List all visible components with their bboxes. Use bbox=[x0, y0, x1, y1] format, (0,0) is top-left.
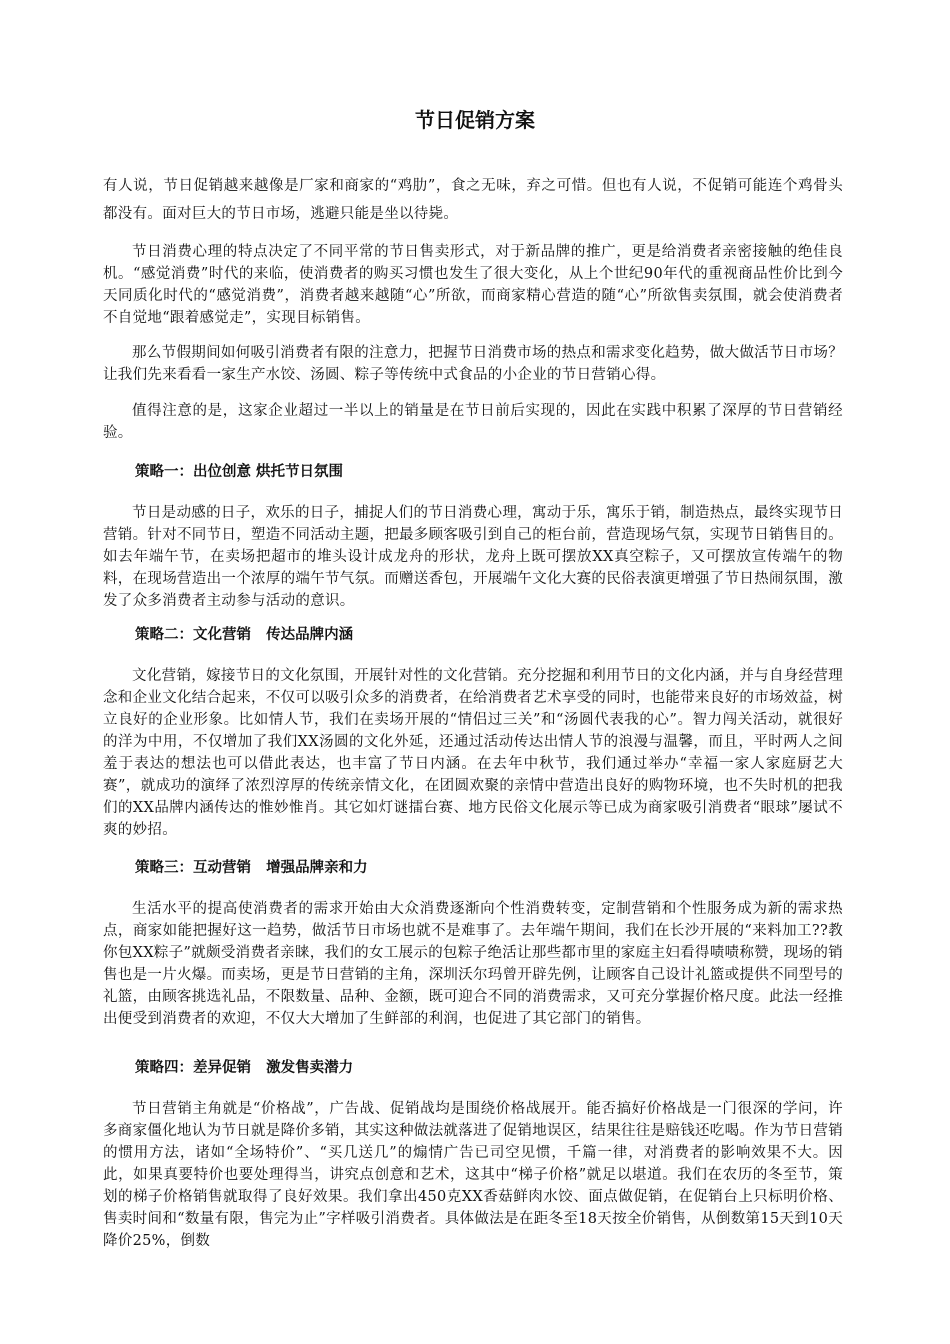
section-heading-strategy-2: 策略二：文化营销 传达品牌内涵 bbox=[135, 627, 354, 643]
paragraph-consumer-psychology: 节日消费心理的特点决定了不同平常的节日售卖形式，对于新品牌的推广，更是给消费者亲密接触的绝佳良机。“感觉消费”时代的来临，使消费者的购买习惯也发生了很大变化，从上个世纪90年代的重视商品性价比到今天同质化时代的“感觉消费”，消费者越来越随“心”所欲，而商家精心营造的随“心”所欲售卖氛围，就会使消费者不自觉地“跟着感觉走”，实现目标销售。 bbox=[103, 244, 843, 326]
paragraph-strategy-4: 节日营销主角就是“价格战”，广告战、促销战均是围绕价格战展开。能否搞好价格战是一门很深的学问，许多商家僵化地认为节日就是降价多销，其实这种做法就落进了促销地误区，结果往往是赔钱还吃喝。作为节日营销的惯用方法，诸如“全场特价”、“买几送几”的煽情广告已司空见惯，千篇一律，对消费者的影响效果不大。因此，如果真要特价也要处理得当，讲究点创意和艺术，这其中“梯子价格”就足以堪道。我们在农历的冬至节，策划的梯子价格销售就取得了良好效果。我们拿出450克XX香菇鲜肉水饺、面点做促销，在促销台上只标明价格、售卖时间和“数量有限，售完为止”字样吸引消费者。具体做法是在距冬至18天按全价销售，从倒数第15天到10天降价25%，倒数 bbox=[103, 1101, 843, 1249]
paragraph-experience: 值得注意的是，这家企业超过一半以上的销量是在节日前后实现的，因此在实践中积累了深厚的节日营销经验。 bbox=[103, 403, 843, 441]
paragraph-intro: 有人说，节日促销越来越像是厂家和商家的“鸡肋”，食之无味，弃之可惜。但也有人说，不促销可能连个鸡骨头都没有。面对巨大的节日市场，逃避只能是坐以待毙。 bbox=[103, 178, 843, 222]
paragraph-strategy-2: 文化营销，嫁接节日的文化氛围，开展针对性的文化营销。充分挖掘和利用节日的文化内涵，并与自身经营理念和企业文化结合起来，不仅可以吸引众多的消费者，在给消费者艺术享受的同时，也能带来良好的市场效益，树立良好的企业形象。比如情人节，我们在卖场开展的“情侣过三关”和“汤圆代表我的心”。智力闯关活动，就很好的洋为中用，不仅增加了我们XX汤圆的文化外延，还通过活动传达出情人节的浪漫与温馨，而且，平时两人之间羞于表达的想法也可以借此表达，也丰富了节日内涵。在去年中秋节，我们通过举办“幸福一家人家庭厨艺大赛”，就成功的演绎了浓烈淳厚的传统亲情文化，在团圆欢聚的亲情中营造出良好的购物环境，也不失时机的把我们的XX品牌内涵传达的惟妙惟肖。其它如灯谜擂台赛、地方民俗文化展示等已成为商家吸引消费者“眼球”屡试不爽的妙招。 bbox=[103, 668, 843, 838]
section-heading-strategy-4: 策略四：差异促销 激发售卖潜力 bbox=[135, 1060, 354, 1076]
section-heading-strategy-1: 策略一：出位创意 烘托节日氛围 bbox=[135, 464, 344, 480]
paragraph-attention: 那么节假期间如何吸引消费者有限的注意力，把握节日消费市场的热点和需求变化趋势，做大做活节日市场？让我们先来看看一家生产水饺、汤圆、粽子等传统中式食品的小企业的节日营销心得。 bbox=[103, 345, 843, 383]
document-title: 节日促销方案 bbox=[415, 108, 535, 132]
paragraph-strategy-3: 生活水平的提高使消费者的需求开始由大众消费逐渐向个性消费转变，定制营销和个性服务成为新的需求热点，商家如能把握好这一趋势，做活节日市场也就不是难事了。去年端午期间，我们在长沙开展的“来料加工??教你包XX粽子”就颇受消费者亲睐，我们的女工展示的包粽子绝活让那些都市里的家庭主妇看得啧啧称赞，现场的销售也是一片火爆。而卖场，更是节日营销的主角，深圳沃尔玛曾开辟先例，让顾客自己设计礼篮或提供不同型号的礼篮，由顾客挑选礼品，不限数量、品种、金额，既可迎合不同的消费需求，又可充分掌握价格尺度。此法一经推出便受到消费者的欢迎，不仅大大增加了生鲜部的利润，也促进了其它部门的销售。 bbox=[103, 901, 843, 1027]
section-heading-strategy-3: 策略三：互动营销 增强品牌亲和力 bbox=[135, 860, 368, 876]
paragraph-strategy-1: 节日是动感的日子，欢乐的日子，捕捉人们的节日消费心理，寓动于乐，寓乐于销，制造热点，最终实现节日营销。针对不同节日，塑造不同活动主题，把最多顾客吸引到自己的柜台前，营造现场气氛，实现节日销售目的。如去年端午节，在卖场把超市的堆头设计成龙舟的形状，龙舟上既可摆放XX真空粽子，又可摆放宣传端午的物料，在现场营造出一个浓厚的端午节气氛。而赠送香包，开展端午文化大赛的民俗表演更增强了节日热闹氛围，激发了众多消费者主动参与活动的意识。 bbox=[103, 505, 843, 609]
